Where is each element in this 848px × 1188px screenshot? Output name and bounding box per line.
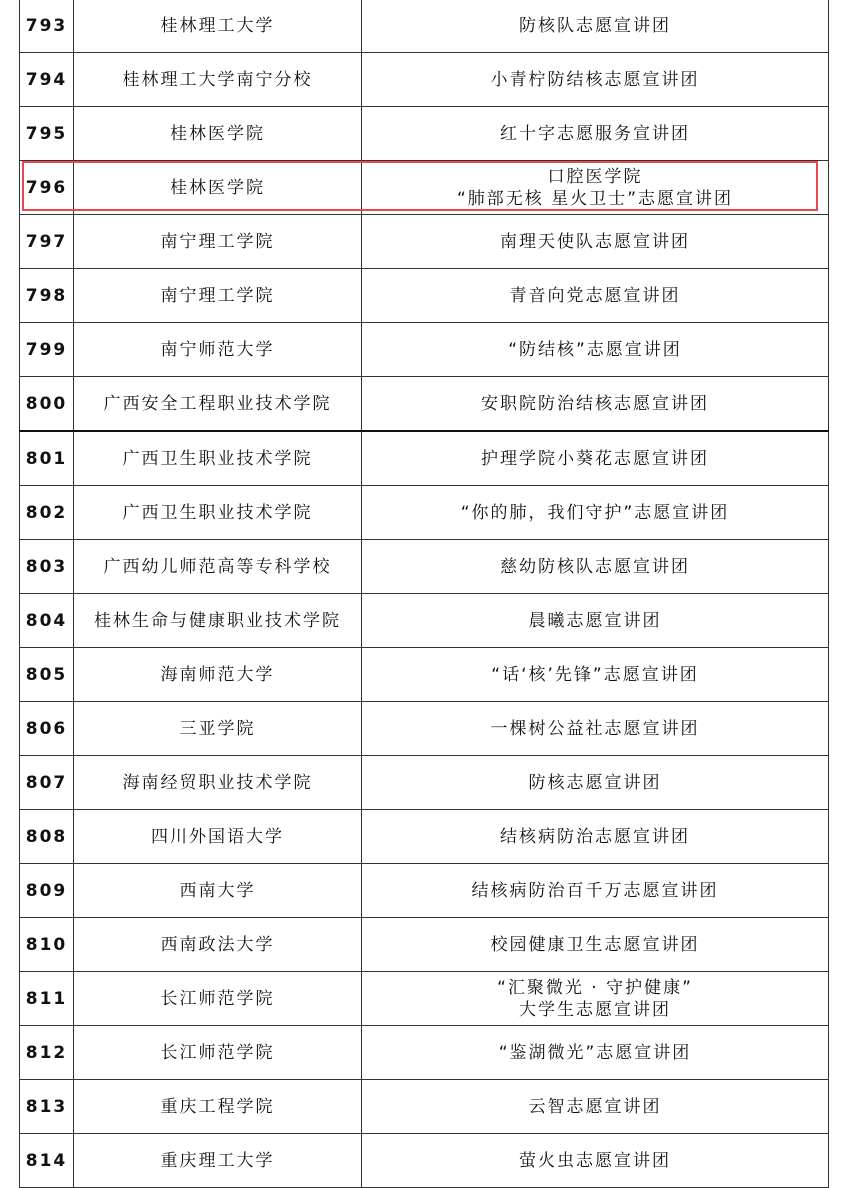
- team-name-line: 安职院防治结核志愿宣讲团: [481, 393, 709, 414]
- school-name-cell: 南宁理工学院: [74, 215, 362, 269]
- row-number-cell: 812: [20, 1026, 74, 1080]
- school-name-cell: 重庆理工大学: [74, 1134, 362, 1188]
- team-name-cell: [362, 1026, 829, 1080]
- school-name-cell: 海南师范大学: [74, 648, 362, 702]
- team-name-cell: [362, 269, 829, 323]
- team-name-line: 红十字志愿服务宣讲团: [500, 123, 690, 144]
- table-row: [20, 972, 829, 1026]
- table-row: [20, 540, 829, 594]
- team-name-cell: [362, 0, 829, 53]
- table-row: [20, 431, 829, 486]
- table-row: [20, 1080, 829, 1134]
- team-name-cell: [362, 864, 829, 918]
- team-name-line: 小青柠防结核志愿宣讲团: [490, 69, 700, 90]
- team-name-line: “防结核”志愿宣讲团: [508, 339, 682, 360]
- team-name-line: “话‘核’先锋”志愿宣讲团: [491, 664, 699, 685]
- table-row: [20, 756, 829, 810]
- team-name-line: “你的肺，我们守护”志愿宣讲团: [460, 502, 730, 523]
- team-name-line: 防核志愿宣讲团: [528, 772, 662, 793]
- team-name-line: 校园健康卫生志愿宣讲团: [490, 934, 700, 955]
- table-row: [20, 864, 829, 918]
- table-row: [20, 594, 829, 648]
- row-number-cell: 800: [20, 377, 74, 432]
- team-name-line: 结核病防治志愿宣讲团: [500, 826, 690, 847]
- team-name-cell: [362, 648, 829, 702]
- team-name-cell: [362, 107, 829, 161]
- row-number-cell: 811: [20, 972, 74, 1026]
- school-name-cell: 桂林生命与健康职业技术学院: [74, 594, 362, 648]
- team-name-line: 防核队志愿宣讲团: [519, 16, 671, 36]
- school-name-cell: 南宁理工学院: [74, 269, 362, 323]
- team-name-cell: [362, 540, 829, 594]
- school-name-cell: 长江师范学院: [74, 972, 362, 1026]
- team-name-cell: [362, 972, 829, 1026]
- row-number-cell: 810: [20, 918, 74, 972]
- row-number-cell: 798: [20, 269, 74, 323]
- school-name-cell: 南宁师范大学: [74, 323, 362, 377]
- school-name-cell: 三亚学院: [74, 702, 362, 756]
- team-name-line: 南理天使队志愿宣讲团: [500, 231, 690, 252]
- row-number-cell: 802: [20, 486, 74, 540]
- table-row: [20, 648, 829, 702]
- school-name-cell: 广西卫生职业技术学院: [74, 431, 362, 486]
- team-name-cell: [362, 323, 829, 377]
- team-name-cell: [362, 53, 829, 107]
- table-row: [20, 53, 829, 107]
- row-number-cell: 795: [20, 107, 74, 161]
- table-row: [20, 161, 829, 215]
- team-name-line: 萤火虫志愿宣讲团: [519, 1150, 671, 1171]
- row-number-cell: 799: [20, 323, 74, 377]
- team-name-line: 慈幼防核队志愿宣讲团: [500, 556, 690, 577]
- team-name-cell: [362, 756, 829, 810]
- table-row: [20, 0, 829, 53]
- school-name-cell: 西南政法大学: [74, 918, 362, 972]
- row-number-cell: 805: [20, 648, 74, 702]
- school-name-cell: 广西卫生职业技术学院: [74, 486, 362, 540]
- team-name-cell: [362, 1080, 829, 1134]
- school-name-cell: 广西幼儿师范高等专科学校: [74, 540, 362, 594]
- table-row: [20, 269, 829, 323]
- table-row: [20, 377, 829, 432]
- school-name-cell: 重庆工程学院: [74, 1080, 362, 1134]
- team-name-cell: [362, 377, 829, 432]
- table-row: [20, 486, 829, 540]
- team-name-line: 晨曦志愿宣讲团: [528, 610, 662, 631]
- team-name-line: “鉴湖微光”志愿宣讲团: [498, 1042, 692, 1063]
- row-number-cell: 793: [20, 0, 74, 53]
- team-name-line: 一棵树公益社志愿宣讲团: [490, 718, 700, 739]
- team-name-line: 结核病防治百千万志愿宣讲团: [471, 880, 719, 901]
- table-row: [20, 1134, 829, 1188]
- row-number-cell: 806: [20, 702, 74, 756]
- team-name-line: 护理学院小葵花志愿宣讲团: [481, 448, 709, 469]
- table-row: [20, 215, 829, 269]
- row-number-cell: 808: [20, 810, 74, 864]
- school-name-cell: 桂林医学院: [74, 161, 362, 215]
- volunteer-team-table: [19, 0, 829, 1188]
- team-name-cell: [362, 702, 829, 756]
- row-number-cell: 809: [20, 864, 74, 918]
- team-name-cell: [362, 431, 829, 486]
- school-name-cell: 桂林理工大学: [74, 0, 362, 53]
- row-number-cell: 804: [20, 594, 74, 648]
- school-name-cell: 长江师范学院: [74, 1026, 362, 1080]
- team-name-cell: [362, 918, 829, 972]
- team-name-line: “肺部无核 星火卫士”志愿宣讲团: [456, 188, 734, 209]
- table-row: [20, 810, 829, 864]
- team-name-cell: [362, 1134, 829, 1188]
- table-body: [20, 0, 829, 1188]
- team-name-line: 青音向党志愿宣讲团: [509, 285, 681, 306]
- team-name-line: “汇聚微光 · 守护健康”: [497, 977, 693, 998]
- row-number-cell: 803: [20, 540, 74, 594]
- table-row: [20, 107, 829, 161]
- row-number-cell: 807: [20, 756, 74, 810]
- team-name-cell: [362, 486, 829, 540]
- team-name-cell: [362, 161, 829, 215]
- table-row: [20, 918, 829, 972]
- row-number-cell: 813: [20, 1080, 74, 1134]
- table-row: [20, 323, 829, 377]
- school-name-cell: 桂林医学院: [74, 107, 362, 161]
- school-name-cell: 四川外国语大学: [74, 810, 362, 864]
- row-number-cell: 796: [20, 161, 74, 215]
- table-row: [20, 1026, 829, 1080]
- team-name-cell: [362, 215, 829, 269]
- school-name-cell: 桂林理工大学南宁分校: [74, 53, 362, 107]
- school-name-cell: 西南大学: [74, 864, 362, 918]
- table-row: [20, 702, 829, 756]
- team-name-cell: [362, 810, 829, 864]
- row-number-cell: 797: [20, 215, 74, 269]
- team-name-cell: [362, 594, 829, 648]
- row-number-cell: 801: [20, 431, 74, 486]
- team-name-line: 大学生志愿宣讲团: [519, 999, 671, 1020]
- team-name-line: 口腔医学院: [547, 166, 643, 187]
- row-number-cell: 794: [20, 53, 74, 107]
- team-name-line: 云智志愿宣讲团: [528, 1096, 662, 1117]
- row-number-cell: 814: [20, 1134, 74, 1188]
- school-name-cell: 广西安全工程职业技术学院: [74, 377, 362, 432]
- school-name-cell: 海南经贸职业技术学院: [74, 756, 362, 810]
